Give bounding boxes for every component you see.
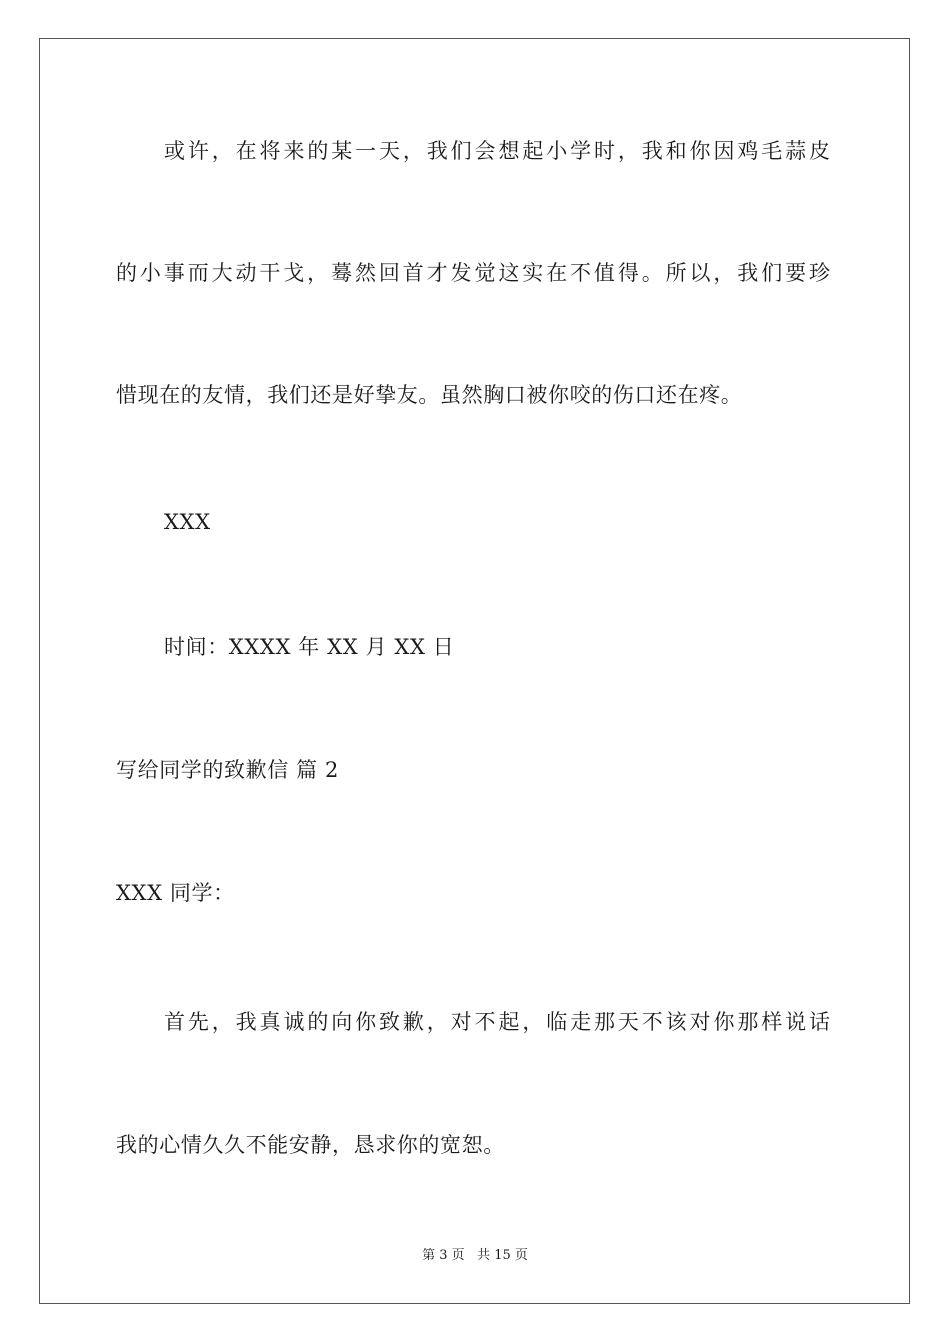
signature: XXX: [164, 510, 211, 534]
paragraph-1-line-2: 的小事而大动干戈，蓦然回首才发觉这实在不值得。所以，我们要珍: [116, 261, 830, 285]
paragraph-2-line-2: 我的心情久久不能安静，恳求你的宽恕。: [116, 1133, 505, 1157]
paragraph-2-line-1: 首先，我真诚的向你致歉，对不起，临走那天不该对你那样说话: [164, 1010, 830, 1034]
paragraph-1-line-1: 或许，在将来的某一天，我们会想起小学时，我和你因鸡毛蒜皮: [164, 139, 830, 163]
page-border: [39, 38, 910, 1304]
paragraph-1-line-3: 惜现在的友情，我们还是好挚友。虽然胸口被你咬的伤口还在疼。: [116, 383, 743, 407]
section-heading: 写给同学的致歉信 篇 2: [116, 758, 339, 782]
date-line: 时间：XXXX 年 XX 月 XX 日: [164, 635, 455, 659]
page-number-footer: 第 3 页 共 15 页: [422, 1248, 528, 1263]
salutation: XXX 同学：: [116, 881, 235, 905]
